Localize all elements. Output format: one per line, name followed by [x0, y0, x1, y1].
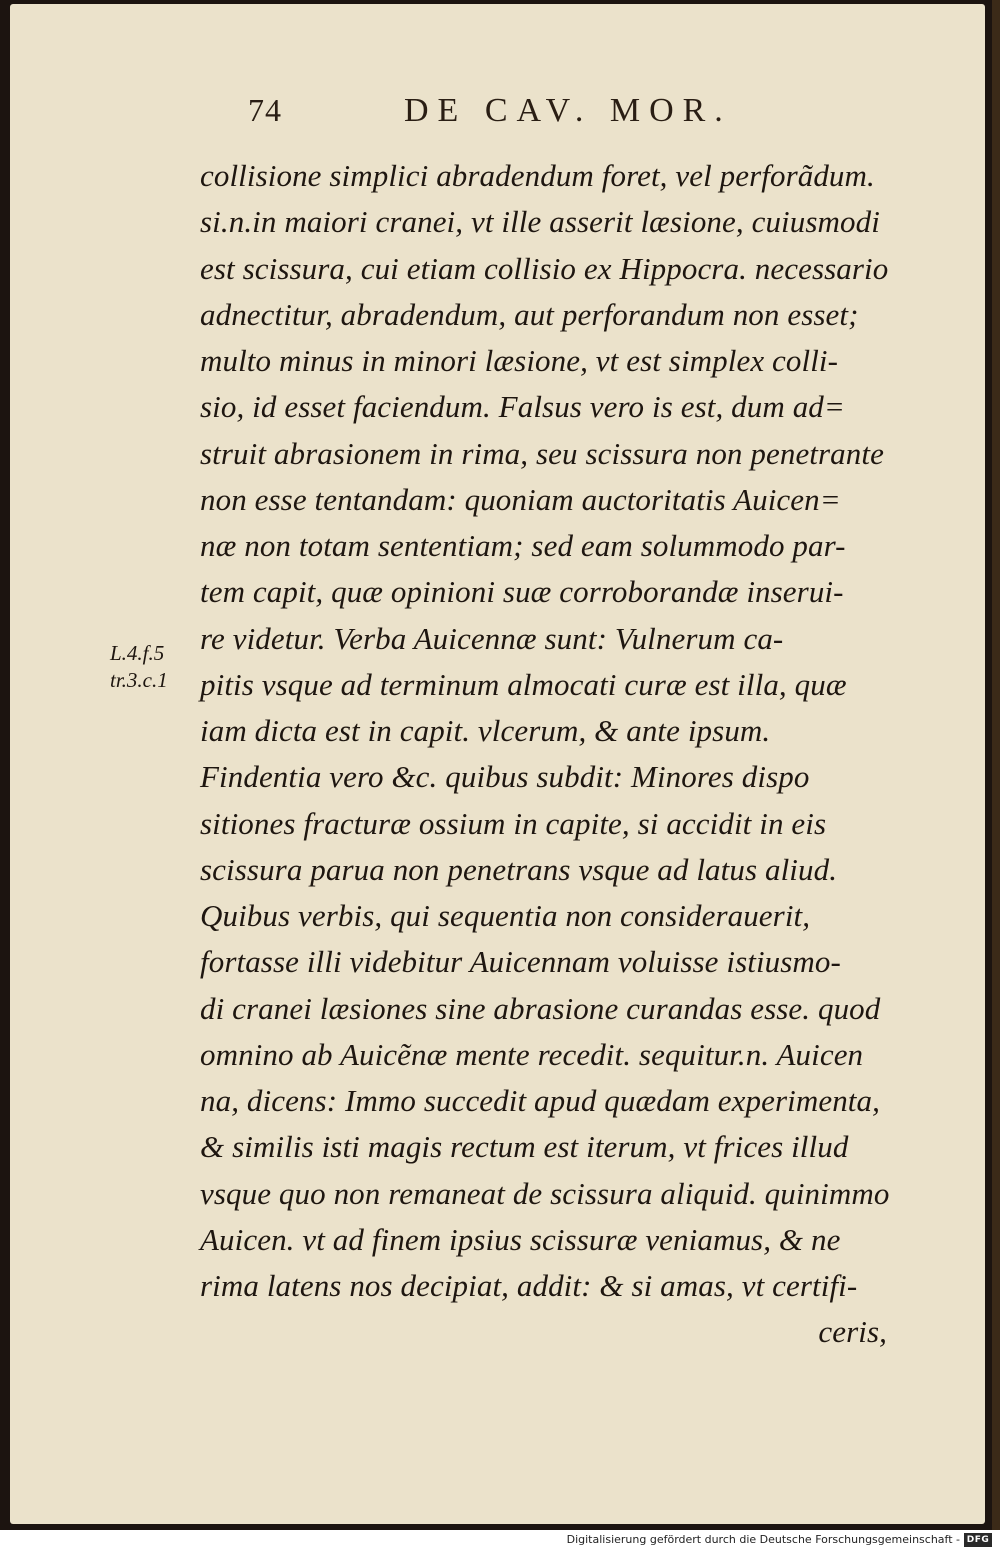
- text-line: Quibus verbis, qui sequentia non considerauerit,: [200, 898, 811, 933]
- text-line: est scissura, cui etiam collisio ex Hippocra. necessario: [200, 250, 889, 286]
- text-line: adnectitur, abradendum, aut perforandum non esset;: [200, 296, 859, 332]
- text-line: sio, id esset faciendum. Falsus vero is est, dum ad=: [200, 389, 845, 425]
- page-gutter: [992, 0, 1000, 1530]
- text-line: iam dicta est in capit. vlcerum, & ante ipsum.: [200, 713, 771, 748]
- text-line: scissura parua non penetrans vsque ad latus aliud.: [200, 851, 838, 887]
- text-line: non esse tentandam: quoniam auctoritatis Auicen=: [200, 481, 841, 517]
- text-line: si.n.in maiori cranei, vt ille asserit læsione, cuiusmodi: [200, 204, 880, 240]
- page-header: [0, 92, 1000, 142]
- text-line: rima latens nos decipiat, addit: & si amas, vt certifi-: [200, 1268, 858, 1303]
- text-line: multo minus in minori læsione, vt est simplex colli-: [200, 343, 839, 378]
- body-text: [200, 153, 945, 1356]
- text-line: næ non totam sententiam; sed eam solummodo par-: [200, 528, 846, 563]
- text-line: struit abrasionem in rima, seu scissura non penetrante: [200, 435, 884, 471]
- text-line: di cranei læsiones sine abrasione curandas esse. quod: [200, 990, 881, 1026]
- text-line: pitis vsque ad terminum almocati curæ est illa, quæ: [200, 666, 847, 702]
- text-line: tem capit, quæ opinioni suæ corroborandæ inserui-: [200, 574, 844, 610]
- dfg-logo: DFG: [964, 1533, 992, 1547]
- text-line: re videtur. Verba Auicennæ sunt: Vulnerum ca-: [200, 620, 784, 656]
- text-line: omnino ab Auicẽnæ mente recedit. sequitur.n. Auicen: [200, 1036, 864, 1072]
- funding-credit: Digitalisierung gefördert durch die Deutsche Forschungsgemeinschaft -: [566, 1533, 960, 1546]
- text-line: na, dicens: Immo succedit apud quædam experimenta,: [200, 1083, 880, 1118]
- margin-note-line: tr.3.c.1: [110, 668, 168, 692]
- text-line: Auicen. vt ad finem ipsius scissuræ veniamus, & ne: [200, 1221, 841, 1257]
- text-line: Findentia vero &c. quibus subdit: Minores dispo: [200, 759, 810, 795]
- text-line: sitiones fracturæ ossium in capite, si accidit in eis: [200, 805, 827, 841]
- text-line: vsque quo non remaneat de scissura aliquid. quinimmo: [200, 1175, 890, 1211]
- text-line: & similis isti magis rectum est iterum, vt frices illud: [200, 1129, 849, 1165]
- page-number: 74: [248, 92, 282, 128]
- running-head: DE CAV. MOR.: [404, 92, 732, 129]
- catchword: ceris,: [818, 1314, 887, 1350]
- text-line: fortasse illi videbitur Auicennam voluisse istiusmo-: [200, 944, 841, 980]
- margin-note: [110, 640, 210, 694]
- margin-note-line: L.4.f.5: [110, 641, 165, 665]
- digitization-footer: [0, 1530, 1000, 1551]
- text-line: collisione simplici abradendum foret, vel perforãdum.: [200, 158, 875, 193]
